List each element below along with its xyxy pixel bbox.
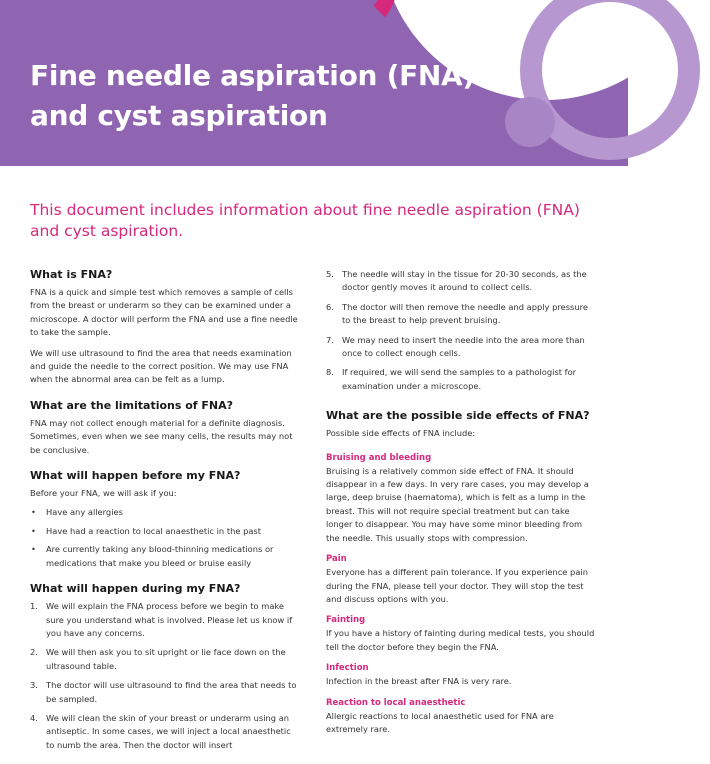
decorative-dot — [505, 97, 555, 147]
page-title: Fine needle aspiration (FNA) and cyst aspiration — [30, 59, 475, 132]
list-item — [326, 334, 598, 361]
section-heading: What will happen before my FNA? — [30, 469, 241, 483]
side-effect-fainting — [326, 615, 598, 654]
numbered-list — [326, 268, 598, 393]
paragraph: Allergic reactions to local anaesthetic used for FNA are extremely rare. — [326, 710, 554, 734]
list-text: The doctor will use ultrasound to find the area that needs to be sampled. — [46, 680, 297, 704]
list-text: The doctor will then remove the needle and apply pressure to the breast to help prevent bruising. — [342, 301, 588, 326]
list-item — [30, 600, 300, 640]
subheading: Reaction to local anaesthetic — [326, 697, 466, 708]
paragraph: If you have a history of fainting during medical tests, you should tell the doctor before they begin the FNA. — [326, 628, 595, 652]
list-item: • Are currently taking any blood-thinning medications or medications that make you bleed or bruise easily — [30, 543, 300, 570]
subheading: Pain — [326, 554, 347, 565]
section-heading: What are the possible side effects of FNA? — [326, 409, 590, 423]
list-number: 7. — [326, 334, 334, 345]
list-number: 8. — [326, 367, 334, 378]
section-during — [30, 582, 300, 752]
decorative-arc-magenta — [318, 0, 398, 30]
section-heading: What are the limitations of FNA? — [30, 398, 234, 412]
list-number: 1. — [30, 601, 38, 612]
list-text: If required, we will send the samples to a pathologist for examination under a microscope. — [342, 367, 577, 391]
list-item: • Have any allergies — [30, 506, 300, 519]
section-before — [30, 469, 300, 570]
side-effect-infection — [326, 663, 598, 688]
numbered-list — [30, 600, 300, 752]
list-item — [326, 268, 598, 295]
list-text: We may need to insert the needle into the area more than once to collect enough cells. — [342, 334, 585, 359]
section-heading: What is FNA? — [30, 268, 113, 281]
section-what-is-fna — [30, 268, 300, 387]
section-during-continued — [326, 268, 598, 393]
section-side-effects — [326, 409, 598, 736]
list-item — [326, 301, 598, 328]
paragraph: We will use ultrasound to find the area that needs examination and guide the needle to the correct position. We may use FNA when the abnormal area can be felt as a lump. — [30, 347, 292, 385]
paragraph: FNA is a quick and simple test which removes a sample of cells from the breast or underarm so they can be examined under a microscope. A doctor will perform the FNA and use a fine needle to take the sample. — [30, 287, 298, 338]
paragraph: FNA may not collect enough material for a definite diagnosis. Sometimes, even when we see many cells, the results may not be conclusive. — [30, 417, 293, 455]
paragraph: Everyone has a different pain tolerance. If you experience pain during the FNA, please tell your doctor. They will stop the test and discuss options with you. — [326, 567, 588, 604]
side-effect-bruising — [326, 453, 598, 545]
list-number: 6. — [326, 301, 334, 312]
subheading: Bruising and bleeding — [326, 452, 432, 463]
section-limitations — [30, 399, 300, 457]
side-effect-reaction — [326, 698, 598, 737]
list-text: We will then ask you to sit upright or lie face down on the ultrasound table. — [46, 647, 286, 671]
list-number: 3. — [30, 680, 38, 691]
list-item: • Have had a reaction to local anaesthetic in the past — [30, 525, 300, 538]
side-effect-pain — [326, 554, 598, 606]
bullet-list — [30, 506, 300, 570]
paragraph: Bruising is a relatively common side effect of FNA. It should disappear in a few days. In very rare cases, you may develop a large, deep bruise (haematoma), which is felt as a lump in the breast. This will not require special treatment but can take longer to disappear. You may have some minor bleeding from the needle. This usually stops with compression. — [326, 465, 589, 543]
paragraph: Before your FNA, we will ask if you: — [30, 488, 177, 499]
right-column — [326, 268, 598, 748]
list-item — [326, 366, 598, 393]
header-banner — [0, 0, 628, 166]
list-number: 2. — [30, 647, 38, 658]
list-number: 4. — [30, 712, 38, 723]
subheading: Fainting — [326, 615, 366, 626]
list-item — [30, 712, 300, 752]
section-heading: What will happen during my FNA? — [30, 582, 241, 596]
list-text: We will clean the skin of your breast or underarm using an antiseptic. In some cases, we will inject a local anaesthetic to numb the area. Then the doctor will insert — [46, 712, 291, 750]
list-text: The needle will stay in the tissue for 20-30 seconds, as the doctor gently moves it around to collect cells. — [342, 269, 587, 293]
list-item — [30, 679, 300, 706]
paragraph: Infection in the breast after FNA is very rare. — [326, 676, 512, 687]
intro-text: This document includes information about fine needle aspiration (FNA) and cyst aspiration. — [30, 201, 580, 240]
paragraph: Possible side effects of FNA include: — [326, 428, 476, 439]
list-number: 5. — [326, 269, 334, 279]
left-column — [30, 268, 300, 764]
subheading: Infection — [326, 663, 369, 674]
list-text: We will explain the FNA process before we begin to make sure you understand what is involved. Please let us know if you have any concerns. — [46, 601, 293, 638]
list-item — [30, 646, 300, 673]
